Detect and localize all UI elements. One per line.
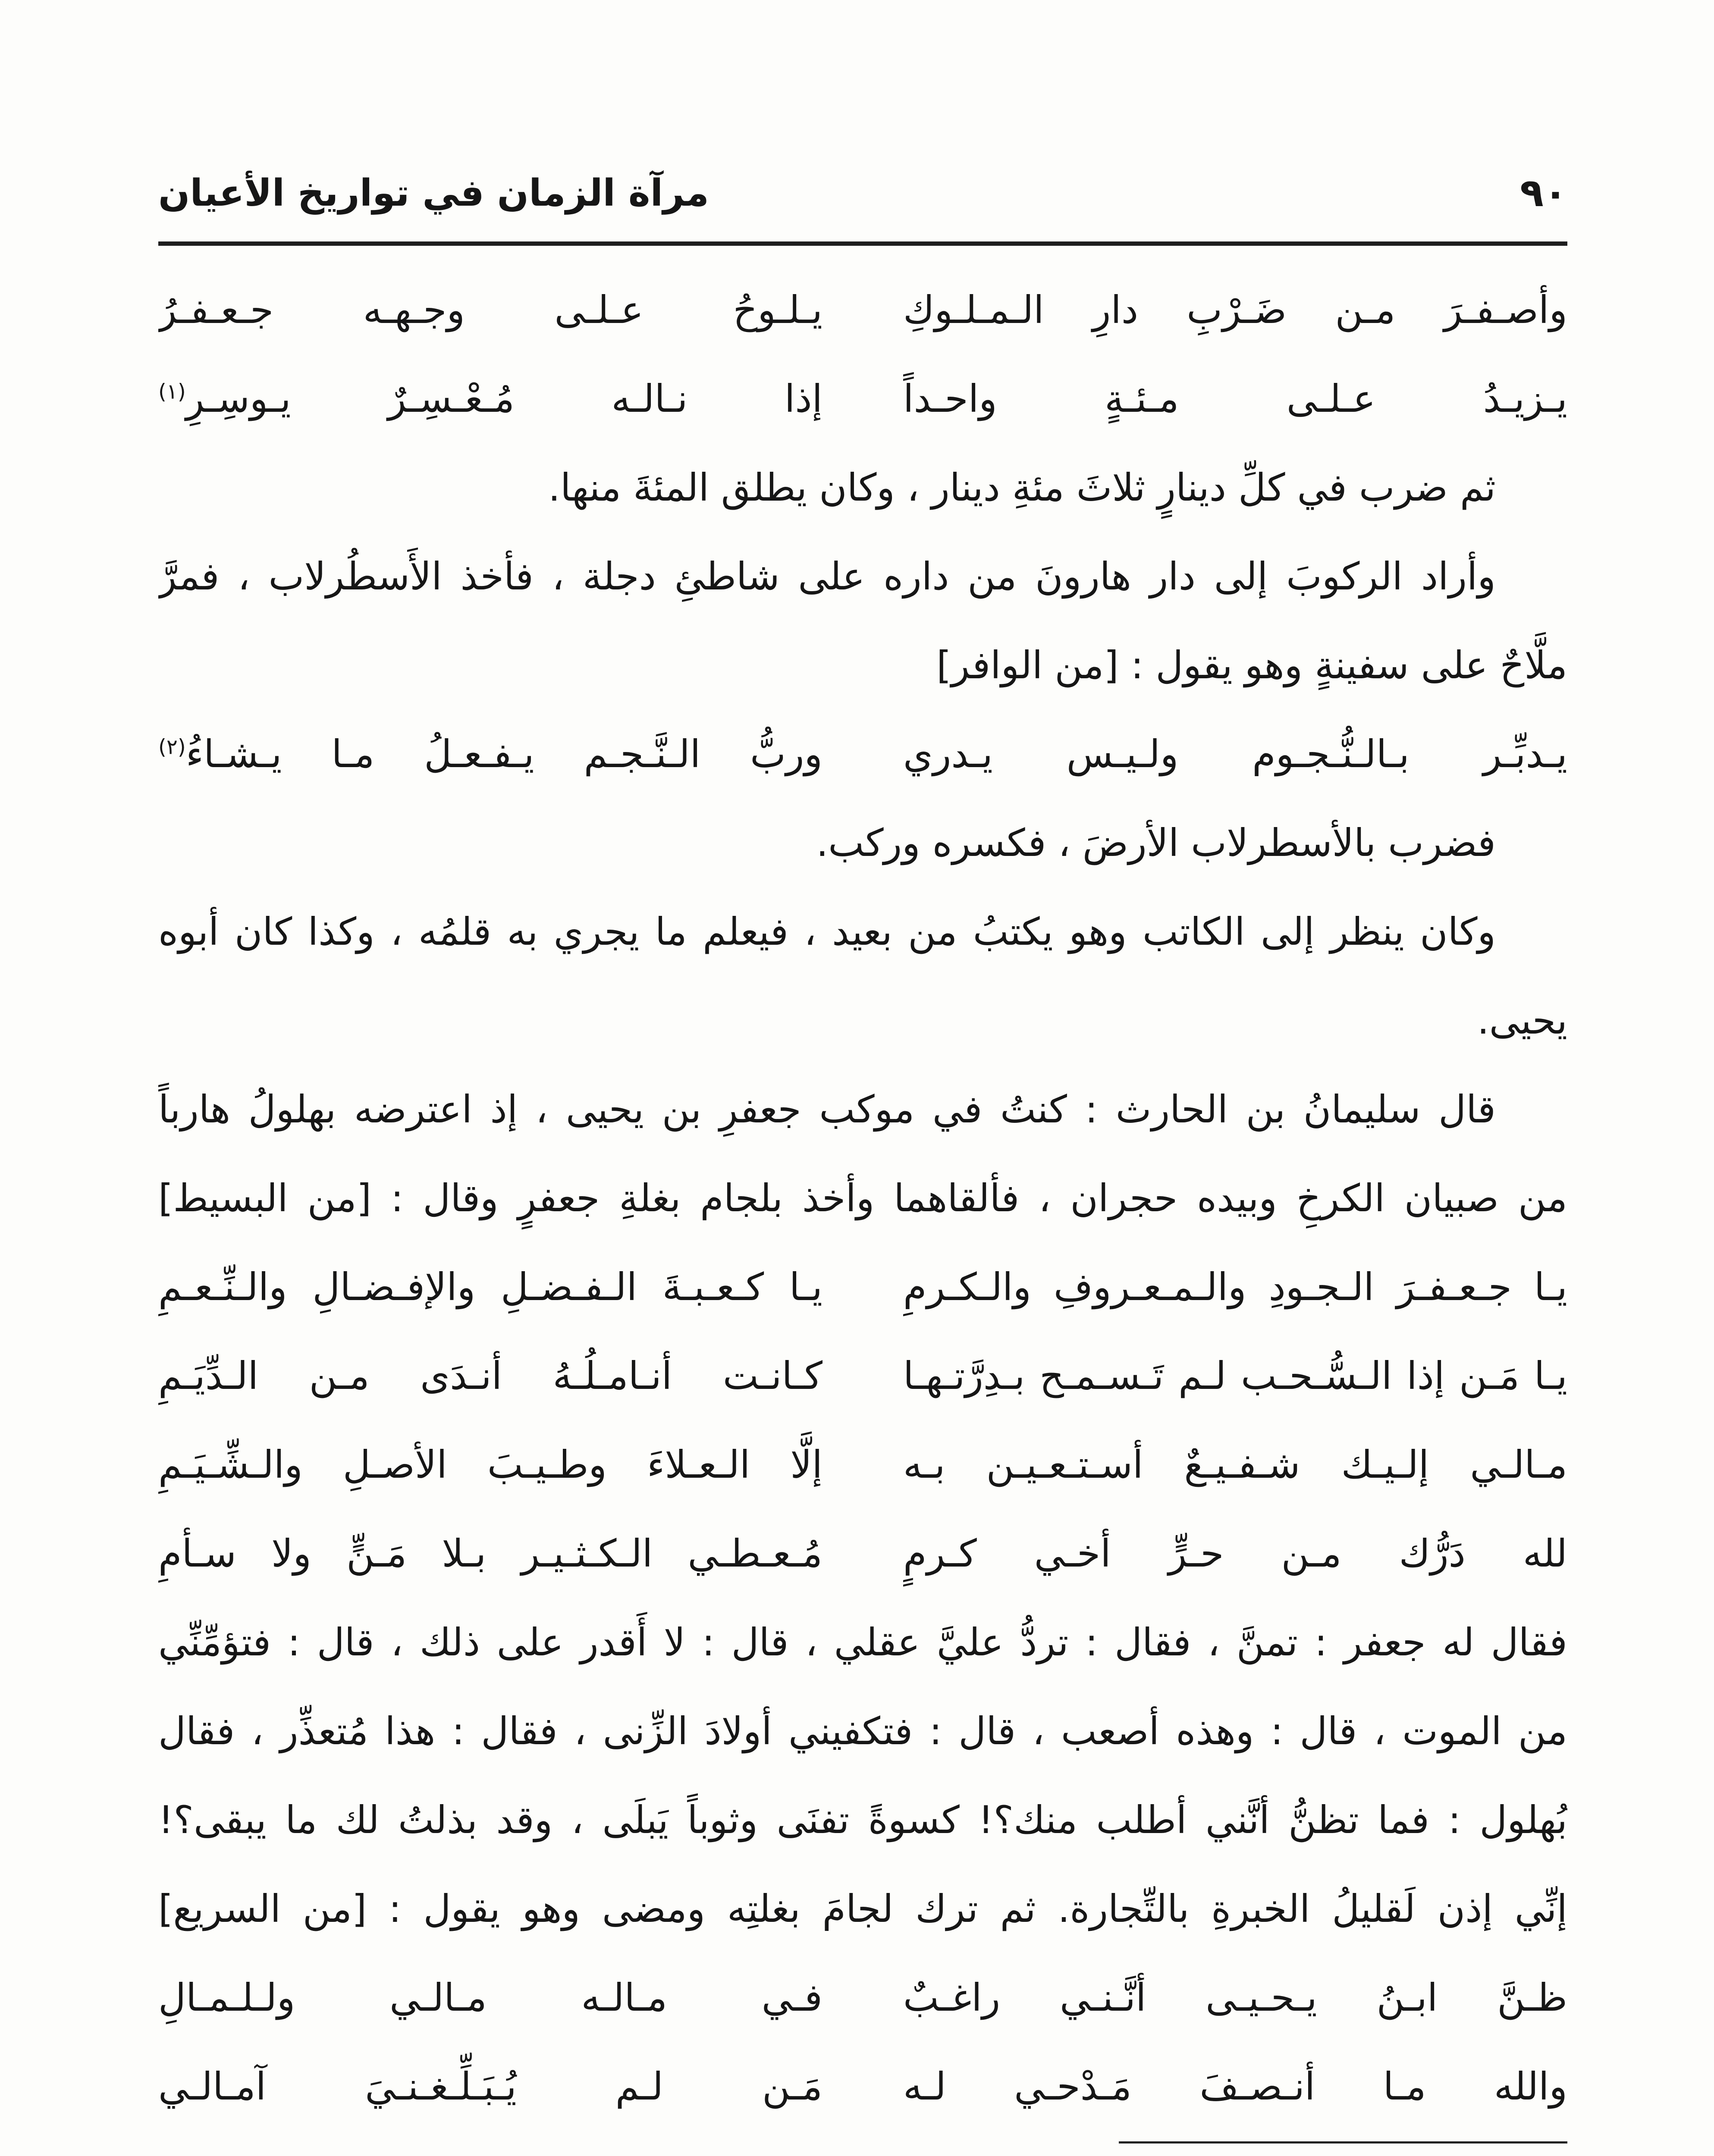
verse-first-hemistich: ظـنَّ ابـنُ يـحـيـى أنَّـنـي راغـبٌ	[903, 1975, 1567, 2020]
verse-line	[158, 1953, 1567, 2042]
text-line: فضرب بالأسطرلاب الأرضَ ، فكسره وركب.	[816, 821, 1496, 865]
header-rule	[158, 241, 1567, 246]
text-line: وكان ينظر إلى الكاتب وهو يكتبُ من بعيد ، فيعلم ما يجري به قلمُه ، وكذا كان أبوه	[158, 909, 1496, 954]
verse-line	[158, 710, 1567, 799]
verse-second-hemistich: فـي مـالـه مـالـي ولـلـمـالِ	[158, 1975, 822, 2020]
verse-second-hemistich: مُـعـطـي الـكـثـيـر بـلا مَـنٍّ ولا سـأمِ	[158, 1531, 822, 1576]
footnote-reference: (١)	[158, 379, 186, 404]
main-text	[158, 266, 1567, 2131]
verse-line	[158, 266, 1567, 354]
text-line: إنِّي إذن لَقليلُ الخبرةِ بالتِّجارة. ثم ترك لجامَ بغلتِه ومضى وهو يقول : [من السريع]	[158, 1887, 1567, 1931]
verse-second-hemistich: يـلـوحُ عـلـى وجـهـه جـعـفـرُ	[158, 288, 822, 332]
verse-line	[158, 1332, 1567, 1420]
verse-second-hemistich: كـانـت أنـامـلُـهُ أنـدَى مـن الـدِّيَـمِ	[158, 1354, 822, 1398]
verse-first-hemistich: يـا جـعـفـرَ الـجـودِ والـمـعـروفِ والـكـرمِ	[903, 1265, 1567, 1309]
hemistich-text: وربُّ الـنَّـجـم يـفـعـلُ مـا يـشـاءُ	[185, 732, 822, 776]
text-line: وأراد الركوبَ إلى دار هارونَ من داره على شاطئِ دجلة ، فأخذ الأَسطُرلاب ، فمرَّ	[158, 554, 1496, 599]
text-line: من صبيان الكرخِ وبيده حجران ، فألقاهما وأخذ بلجام بغلةِ جعفرٍ وقال : [من البسيط]	[158, 1176, 1567, 1220]
verse-second-hemistich: مَـن لـم يُـبَـلِّـغـنـيَ آمـالـي	[158, 2064, 822, 2109]
verse-first-hemistich: وأصـفـرَ مـن ضَـرْبِ دارِ الـمـلـوكِ	[903, 288, 1567, 332]
verse-first-hemistich: يـدبِّـر بـالـنُّـجـوم ولـيـس يـدري	[903, 732, 1567, 776]
verse-first-hemistich: لله دَرُّك مـن حـرٍّ أخـي كـرمٍ	[903, 1531, 1567, 1576]
text-line: من الموت ، قال : وهذه أصعب ، قال : فتكفيني أولادَ الزِّنى ، فقال : هذا مُتعذِّر ، فقال	[158, 1709, 1567, 1753]
running-header	[158, 167, 1567, 219]
verse-line	[158, 1420, 1567, 1509]
verse-first-hemistich: مـالـي إلـيـك شـفـيـعٌ أسـتـعـيـن بـه	[903, 1442, 1567, 1487]
running-title: مرآة الزمان في تواريخ الأعيان	[158, 172, 709, 215]
verse-first-hemistich: والله مـا أنـصـفَ مَـدْحـي لـه	[903, 2064, 1567, 2109]
verse-line	[158, 2042, 1567, 2131]
verse-line	[158, 1243, 1567, 1332]
verse-second-hemistich	[158, 710, 822, 799]
verse-second-hemistich: يـا كـعـبـةَ الـفـضـلِ والإفـضـالِ والـنِّـعـمِ	[158, 1265, 822, 1309]
footnote-rule	[1119, 2141, 1567, 2143]
verse-second-hemistich	[158, 354, 822, 443]
text-line: ثم ضرب في كلِّ دينارٍ ثلاثَ مئةِ دينار ، وكان يطلق المئةَ منها.	[548, 465, 1496, 510]
hemistich-text: إذا نـالـه مُـعْـسِـرٌ يـوسِـرِ	[185, 376, 822, 421]
verse-second-hemistich: إلَّا الـعـلاءَ وطـيـبَ الأصـلِ والـشِّـيَـمِ	[158, 1442, 822, 1487]
text-line: يحيى.	[1477, 998, 1567, 1043]
page-number: ٩٠	[1520, 170, 1567, 216]
text-line: ملَّاحٌ على سفينةٍ وهو يقول : [من الوافر]	[936, 643, 1567, 687]
text-line: قال سليمانُ بن الحارث : كنتُ في موكب جعفرِ بن يحيى ، إذ اعترضه بهلولُ هارباً	[158, 1087, 1496, 1131]
footnote-reference: (٢)	[158, 735, 186, 759]
text-line: بُهلول : فما تظنُّ أنَّني أطلب منك؟! كسوةً تفنَى وثوباً يَبلَى ، وقد بذلتُ لك ما يبقى؟!	[158, 1798, 1567, 1842]
text-line: فقال له جعفر : تمنَّ ، فقال : تردُّ عليَّ عقلي ، قال : لا أَقدر على ذلك ، قال : فتؤمِّنِّي	[158, 1620, 1567, 1664]
verse-first-hemistich: يـزيـدُ عـلـى مـئـةٍ واحـداً	[903, 376, 1567, 421]
verse-first-hemistich: يـا مَـن إذا الـسُّـحـب لـم تَـسـمـح بـدِرَّتـهـا	[903, 1354, 1567, 1398]
verse-line	[158, 354, 1567, 443]
verse-line	[158, 1509, 1567, 1598]
